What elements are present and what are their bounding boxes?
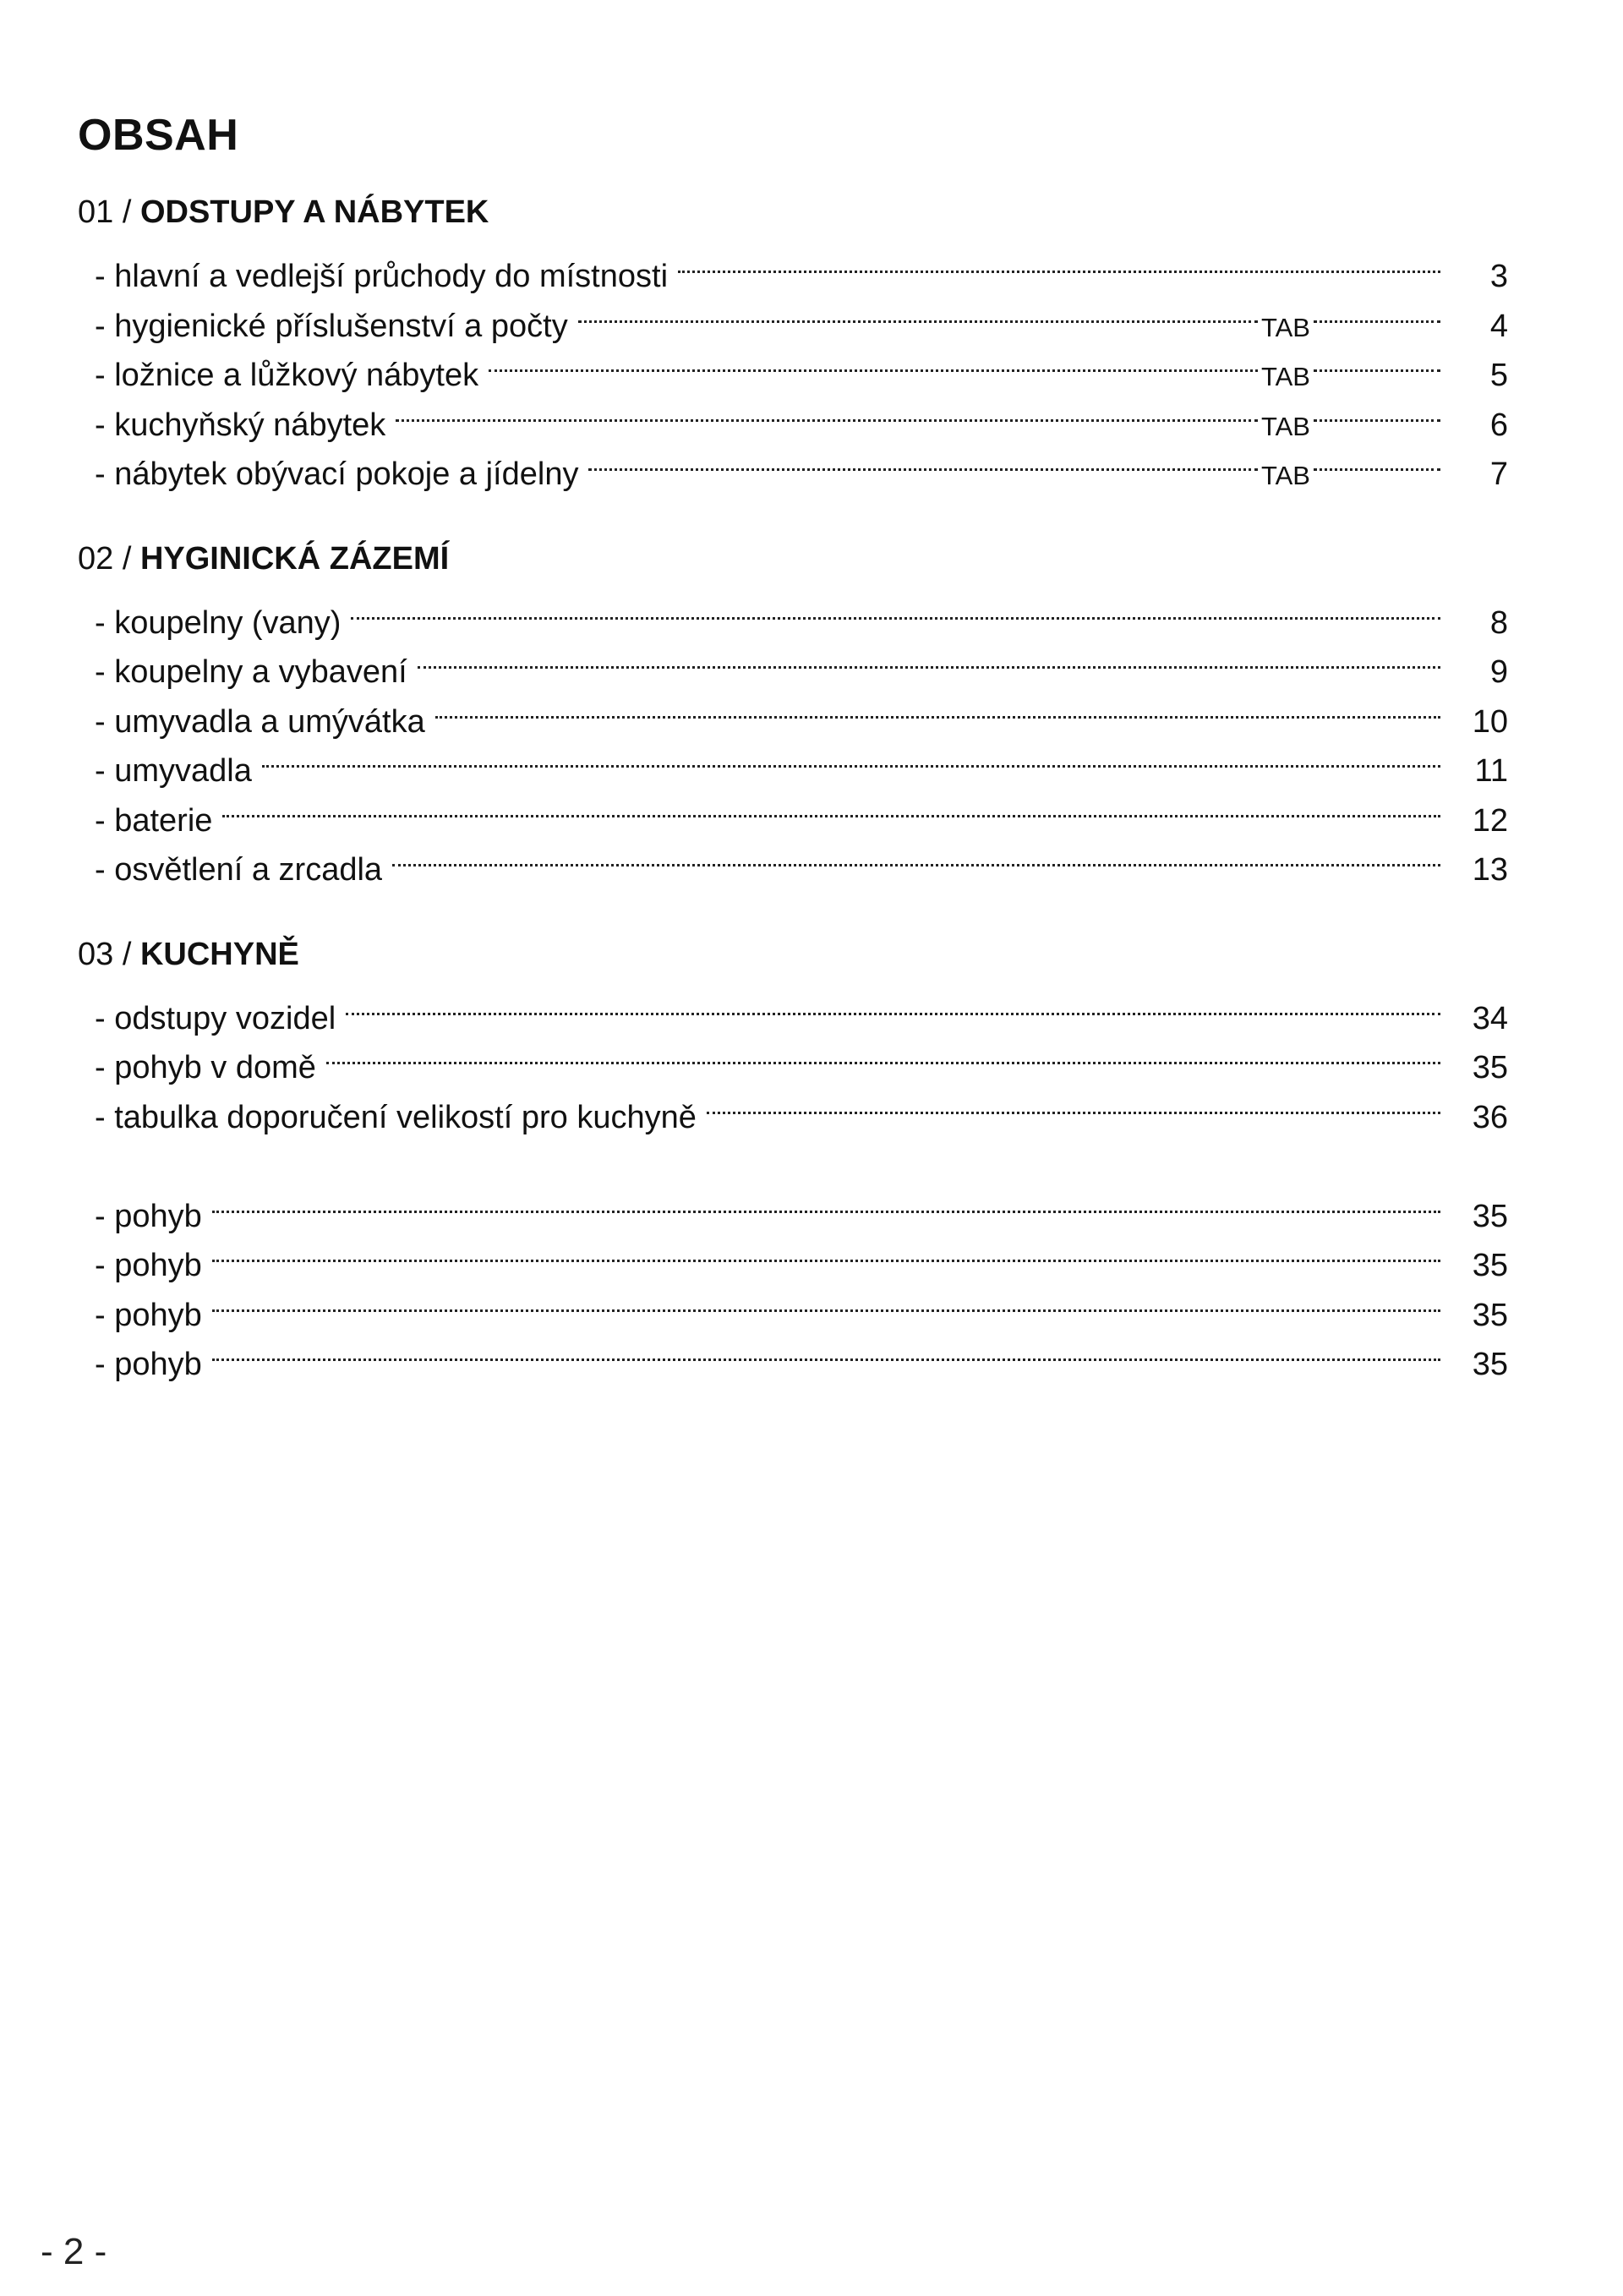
toc-entry-label: - tabulka doporučení velikostí pro kuchyně bbox=[95, 1099, 697, 1135]
toc-entry[interactable] bbox=[78, 831, 1508, 888]
toc-entry-label: - umyvadla bbox=[95, 753, 252, 789]
dot-leader bbox=[262, 732, 1440, 782]
dot-leader bbox=[1314, 385, 1440, 435]
tab-marker: TAB bbox=[1261, 362, 1310, 391]
toc-entry-label: - koupelny (vany) bbox=[95, 604, 342, 641]
section-name: HYGINICKÁ ZÁZEMÍ bbox=[139, 540, 450, 577]
toc-entry-page: 35 bbox=[1472, 1347, 1508, 1382]
page-title: OBSAH bbox=[78, 111, 239, 160]
toc-entry-page: 36 bbox=[1472, 1099, 1508, 1135]
section-number: 03 / bbox=[78, 936, 140, 972]
toc-section-01 bbox=[78, 188, 1508, 492]
toc-entry[interactable] bbox=[78, 238, 1508, 294]
dot-leader bbox=[707, 1078, 1440, 1128]
toc-entry-page: 35 bbox=[1472, 1198, 1508, 1234]
dot-leader bbox=[212, 1326, 1440, 1375]
toc-entry-page: 4 bbox=[1489, 308, 1508, 344]
dot-leader bbox=[212, 1177, 1440, 1227]
toc-entry-label: - pohyb bbox=[95, 1297, 202, 1333]
toc-entry-page: 13 bbox=[1472, 852, 1508, 888]
toc-entry-label: - odstupy vozidel bbox=[95, 1000, 336, 1036]
toc-entry-label: - baterie bbox=[95, 802, 213, 839]
toc-entry-label: - umyvadla a umývátka bbox=[95, 703, 425, 740]
toc-entry-page: 35 bbox=[1472, 1248, 1508, 1283]
dot-leader bbox=[222, 781, 1440, 831]
toc-entry[interactable] bbox=[78, 1177, 1508, 1234]
toc-entry-page: 3 bbox=[1489, 259, 1508, 294]
toc-entry[interactable] bbox=[78, 583, 1508, 641]
toc-entry-label: - ložnice a lůžkový nábytek bbox=[95, 358, 479, 393]
section-name: KUCHYNĚ bbox=[139, 936, 299, 972]
toc-entry-page: 7 bbox=[1489, 456, 1508, 492]
dot-leader bbox=[351, 583, 1440, 633]
toc-entry-label: - koupelny a vybavení bbox=[95, 654, 407, 690]
toc-entry-page: 12 bbox=[1472, 802, 1508, 839]
toc-entry-page: 9 bbox=[1489, 654, 1508, 690]
section-name: ODSTUPY A NÁBYTEK bbox=[139, 194, 489, 230]
section-heading[interactable] bbox=[78, 534, 1508, 584]
toc-entry-label: - osvětlení a zrcadla bbox=[95, 852, 383, 888]
dot-leader bbox=[578, 287, 1258, 336]
toc-entry-page: 35 bbox=[1472, 1050, 1508, 1085]
toc-entry-label: - pohyb v domě bbox=[95, 1050, 316, 1085]
toc-entry[interactable] bbox=[78, 979, 1508, 1036]
toc-section-extra bbox=[78, 1177, 1508, 1382]
toc-entry-label: - pohyb bbox=[95, 1347, 202, 1382]
toc-entry-label: - hlavní a vedlejší průchody do místnosti bbox=[95, 259, 669, 294]
dot-leader bbox=[435, 682, 1440, 732]
toc-entry-page: 10 bbox=[1472, 703, 1508, 740]
dot-leader bbox=[212, 1227, 1440, 1276]
toc-section-03 bbox=[78, 930, 1508, 1135]
tab-marker: TAB bbox=[1261, 461, 1310, 490]
page-number-footer: - 2 - bbox=[41, 2231, 107, 2272]
dot-leader bbox=[1314, 435, 1440, 485]
toc-entry-page: 35 bbox=[1472, 1297, 1508, 1333]
toc-entry-label: - pohyb bbox=[95, 1248, 202, 1283]
dot-leader bbox=[1314, 287, 1440, 336]
toc-entry[interactable] bbox=[78, 1227, 1508, 1283]
dot-leader bbox=[489, 336, 1258, 386]
dot-leader bbox=[1314, 336, 1440, 386]
dot-leader bbox=[346, 979, 1440, 1029]
tab-marker: TAB bbox=[1261, 312, 1310, 342]
tab-marker: TAB bbox=[1261, 411, 1310, 441]
dot-leader bbox=[418, 633, 1440, 683]
toc-entry-label: - pohyb bbox=[95, 1198, 202, 1234]
dot-leader bbox=[212, 1276, 1440, 1326]
dot-leader bbox=[678, 238, 1440, 287]
dot-leader bbox=[392, 831, 1440, 881]
toc-entry-label: - kuchyňský nábytek bbox=[95, 407, 386, 443]
toc-entry-page: 11 bbox=[1474, 753, 1508, 789]
section-heading[interactable] bbox=[78, 930, 1508, 980]
section-number: 02 / bbox=[78, 540, 140, 577]
table-of-contents bbox=[78, 188, 1508, 1424]
toc-entry-label: - hygienické příslušenství a počty bbox=[95, 308, 568, 344]
toc-entry[interactable] bbox=[78, 1276, 1508, 1333]
dot-leader bbox=[588, 435, 1258, 485]
toc-entry-page: 8 bbox=[1489, 604, 1508, 641]
toc-entry-label: - nábytek obývací pokoje a jídelny bbox=[95, 456, 579, 492]
toc-section-02 bbox=[78, 534, 1508, 888]
toc-entry[interactable] bbox=[78, 1326, 1508, 1382]
toc-entry[interactable] bbox=[78, 781, 1508, 839]
dot-leader bbox=[396, 385, 1258, 435]
dot-leader bbox=[326, 1029, 1440, 1079]
toc-entry-page: 6 bbox=[1489, 407, 1508, 443]
toc-entry[interactable] bbox=[78, 732, 1508, 789]
section-number: 01 / bbox=[78, 194, 140, 230]
section-heading[interactable] bbox=[78, 188, 1508, 238]
toc-entry-page: 5 bbox=[1489, 358, 1508, 393]
toc-entry-page: 34 bbox=[1472, 1000, 1508, 1036]
